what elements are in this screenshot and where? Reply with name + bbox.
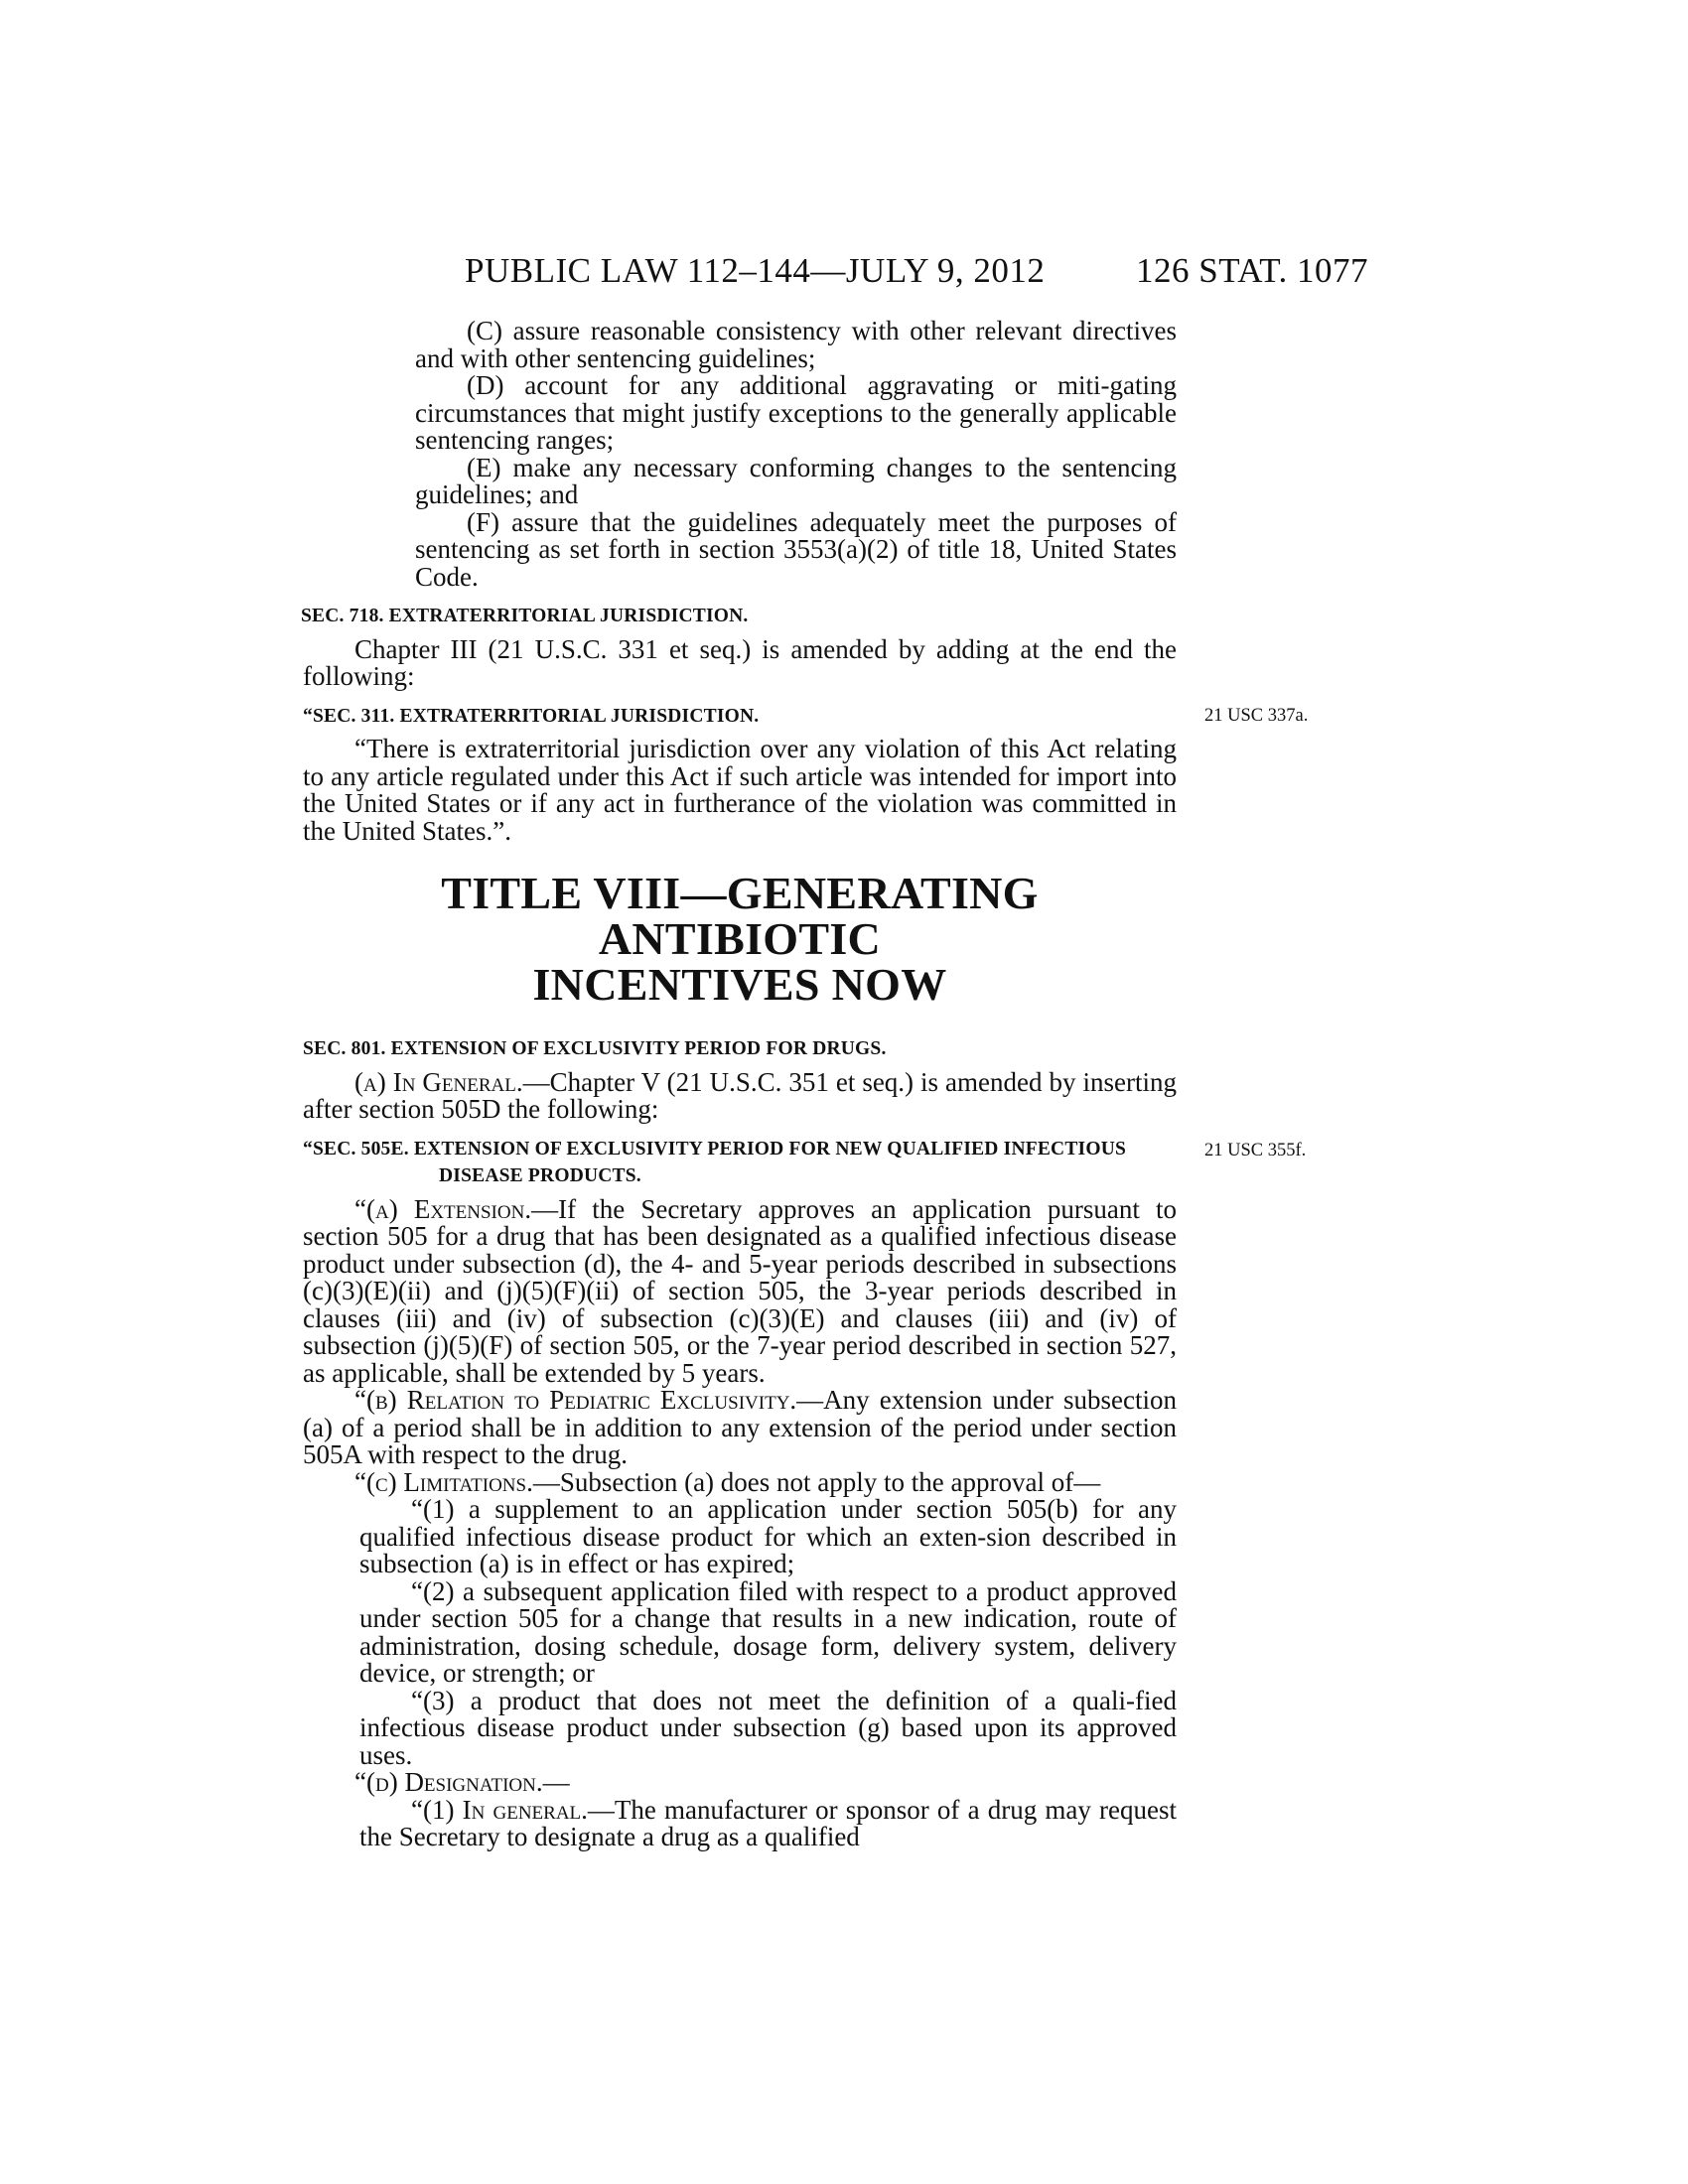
sec-505e-b-label: “(b) Relation to Pediatric Exclusivity. — [354, 1385, 797, 1415]
sec-718-text: Chapter III (21 U.S.C. 331 et seq.) is amended by adding at the end the following: — [303, 633, 1177, 691]
sec-718-heading: SEC. 718. EXTRATERRITORIAL JURISDICTION. — [301, 606, 749, 626]
sec-801-a — [303, 1066, 1177, 1124]
sec-505e-row — [303, 1136, 1307, 1190]
sec-311-text: “There is extraterritorial jurisdiction over any violation of this Act relating to any article regulated under this Act if such article was intended for import into the United States or if any act in furtherance of the violation was committed in the United States.”. — [303, 734, 1177, 846]
sec-505e-c-label: “(c) Limitations. — [354, 1466, 533, 1497]
sec-505e-c-2: “(2) a subsequent application filed with respect to a product approved under section 505 for a change that results in a new indication, route of administration, dosing schedule, dosage form, delivery system, delivery device, or strength; or — [359, 1575, 1177, 1688]
title-line-2: INCENTIVES NOW — [532, 959, 947, 1010]
sec-505e-d-label: “(d) Designation. — [354, 1767, 543, 1797]
sec-505e-c-1: “(1) a supplement to an application under section 505(b) for any qualified infectious disease product for which an exten-sion described in subsection (a) is in effect or has expired; — [359, 1494, 1177, 1578]
sec-801-a-text: —Chapter V (21 U.S.C. 351 et seq.) is amended by inserting after section 505D the following: — [303, 1066, 1177, 1124]
sec-505e-d-dash: — — [542, 1767, 570, 1797]
sec-311-row — [303, 703, 1309, 731]
sec-505e-a-label: “(a) Extension. — [354, 1193, 532, 1224]
sec-311-margin-note: 21 USC 337a. — [1204, 705, 1309, 726]
sec-505e-margin-note: 21 USC 355f. — [1204, 1140, 1307, 1160]
sec-505e-d-1-label: “(1) In general. — [411, 1794, 588, 1825]
directive-c: (C) assure reasonable consistency with other relevant directives and with other sentencing guidelines; — [415, 316, 1177, 373]
header-law-date: PUBLIC LAW 112–144—JULY 9, 2012 — [465, 251, 1046, 290]
sec-505e-heading: “SEC. 505E. EXTENSION OF EXCLUSIVITY PERIOD FOR NEW QUALIFIED INFECTIOUS DISEASE PRODUCTS. — [303, 1138, 1127, 1186]
title-viii-heading — [303, 868, 1177, 1010]
directive-f: (F) assure that the guidelines adequately meet the purposes of sentencing as set forth in section 3553(a)(2) of title 18, United States Code. — [415, 506, 1177, 592]
sec-801-heading: SEC. 801. EXTENSION OF EXCLUSIVITY PERIOD FOR DRUGS. — [303, 1038, 887, 1059]
directive-d: (D) account for any additional aggravating or miti-gating circumstances that might justify exceptions to the generally applicable sentencing ranges; — [415, 370, 1177, 455]
sec-505e-d-1-text: —The manufacturer or sponsor of a drug may request the Secretary to designate a drug as a qualified — [359, 1794, 1177, 1851]
sec-505e-b — [303, 1387, 1177, 1469]
sec-505e-d — [303, 1769, 1177, 1797]
title-line-1: TITLE VIII—GENERATING ANTIBIOTIC — [441, 868, 1039, 964]
sec-505e-a-text: —If the Secretary approves an application pursuant to section 505 for a drug that has been designated as a qualified infectious disease product under subsection (d), the 4- and 5-year periods described in subsections (c)(3)(E)(ii) and (j)(5)(F)(ii) of section 505, the 3-year periods described in clauses (iii) and (iv) of subsection (c)(3)(E) and clauses (iii) and (iv) of subsection (j)(5)(F) of section 505, or the 7-year period described in section 527, as applicable, shall be extended by 5 years. — [303, 1193, 1178, 1388]
sec-311-heading: “SEC. 311. EXTRATERRITORIAL JURISDICTION. — [303, 705, 760, 727]
sec-505e-d-1 — [303, 1794, 1177, 1851]
sec-801-a-label: (a) In General. — [354, 1066, 523, 1097]
sentencing-directives — [303, 318, 1177, 591]
sec-505e-c-text: —Subsection (a) does not apply to the approval of— — [532, 1466, 1101, 1497]
header-stat-page: 126 STAT. 1077 — [1136, 251, 1368, 290]
sec-505e-c-3: “(3) a product that does not meet the definition of a quali-fied infectious disease product under subsection (g) based upon its approved uses. — [359, 1685, 1177, 1770]
sec-505e-a — [303, 1193, 1178, 1388]
document-body — [301, 316, 1309, 1851]
running-header — [465, 251, 1368, 291]
sec-505e-b-text: —Any extension under subsection (a) of a period shall be in addition to any extension of the period under section 505A with respect to the drug. — [303, 1385, 1178, 1469]
directive-e: (E) make any necessary conforming changes to the sentencing guidelines; and — [415, 452, 1177, 509]
sec-505e-c — [303, 1466, 1177, 1497]
